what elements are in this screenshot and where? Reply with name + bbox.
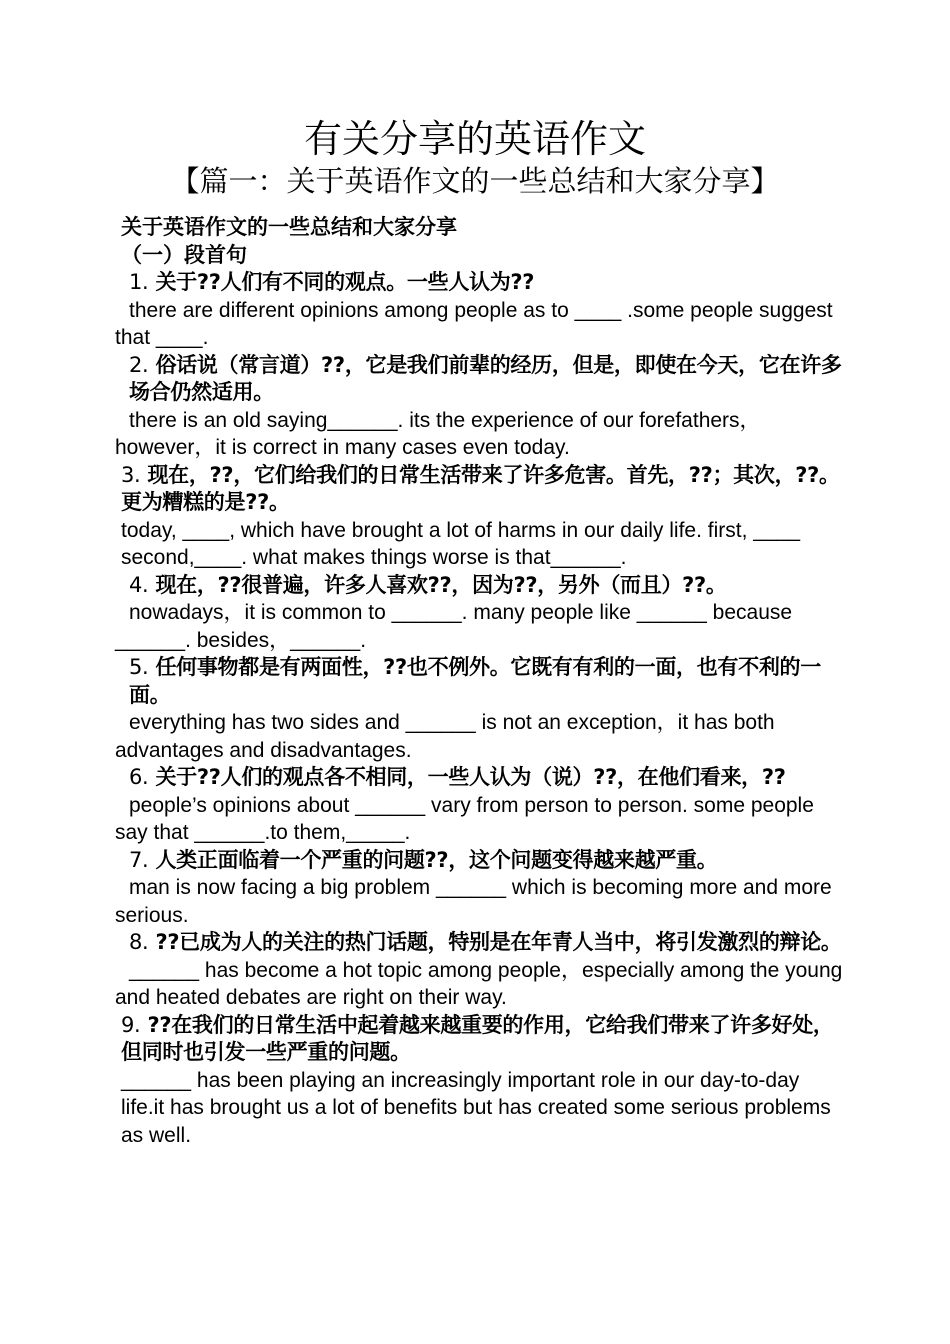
item-number: 4. bbox=[129, 572, 149, 597]
list-item-zh: 9. ??在我们的日常生活中起着越来越重要的作用，它给我们带来了许多好处，但同时也引发一些严重的问题。 bbox=[121, 1012, 834, 1064]
list-item-zh: 5. 任何事物都是有两面性，??也不例外。它既有有利的一面，也有不利的一面。 bbox=[129, 655, 821, 707]
list-item-zh: 8. ??已成为人的关注的热门话题，特别是在年青人当中，将引发激烈的辩论。 bbox=[129, 930, 842, 954]
list-item-zh: 6. 关于??人们的观点各不相同，一些人认为（说）??，在他们看来，?? bbox=[129, 765, 786, 789]
item-number: 5. bbox=[129, 655, 149, 679]
list-item-en: man is now facing a big problem ______ which is becoming more and more serious. bbox=[115, 876, 832, 927]
item-number: 3. bbox=[121, 462, 141, 487]
list-item-en: everything has two sides and ______ is not an exception，it has both advantages and disadvantages. bbox=[115, 711, 775, 762]
item-number: 8. bbox=[129, 930, 149, 954]
list-item-zh: 7. 人类正面临着一个严重的问题??，这个问题变得越来越严重。 bbox=[129, 847, 718, 872]
list-item-zh: 2. 俗话说（常言道）??，它是我们前辈的经历，但是，即使在今天，它在许多场合仍然适用。 bbox=[129, 352, 842, 404]
list-item-en: today, ____, which have brought a lot of harms in our daily life. first, ____ second,____. what makes things worse is that______. bbox=[121, 518, 800, 569]
item-number: 6. bbox=[129, 765, 149, 789]
list-item-en: people’s opinions about ______ vary from person to person. some people say that ______.to them,_____. bbox=[115, 793, 814, 844]
section-heading: 关于英语作文的一些总结和大家分享 bbox=[121, 215, 457, 239]
list-item-en: nowadays，it is common to ______. many people like ______ because ______. besides，______. bbox=[115, 601, 793, 652]
list-item-en: there is an old saying______. its the experience of our forefathers，however，it is correct in many cases even today. bbox=[115, 408, 761, 459]
page-subtitle: 【篇一：关于英语作文的一些总结和大家分享】 bbox=[170, 164, 780, 198]
list-item-zh: 3. 现在，??，它们给我们的日常生活带来了许多危害。首先，??；其次，??。更为糟糕的是??。 bbox=[121, 462, 840, 514]
item-number: 1. bbox=[129, 270, 149, 294]
list-item-zh: 1. 关于??人们有不同的观点。一些人认为?? bbox=[129, 270, 535, 294]
page-title: 有关分享的英语作文 bbox=[303, 117, 646, 161]
subsection-heading: （一）段首句 bbox=[121, 242, 247, 267]
list-item-zh: 4. 现在，??很普遍，许多人喜欢??，因为??，另外（而且）??。 bbox=[129, 572, 727, 597]
item-number: 2. bbox=[129, 352, 149, 377]
document-body bbox=[115, 214, 845, 1149]
list-item-en: ______ has become a hot topic among people，especially among the young and heated debates are right on their way. bbox=[115, 958, 843, 1009]
list-item-en: ______ has been playing an increasingly important role in our day-to-day life.it has brought us a lot of benefits but has created some serious problems as well. bbox=[121, 1068, 831, 1147]
item-number: 7. bbox=[129, 847, 149, 872]
item-number: 9. bbox=[121, 1012, 141, 1037]
list-item-en: there are different opinions among people as to ____ .some people suggest that ____. bbox=[115, 298, 833, 349]
